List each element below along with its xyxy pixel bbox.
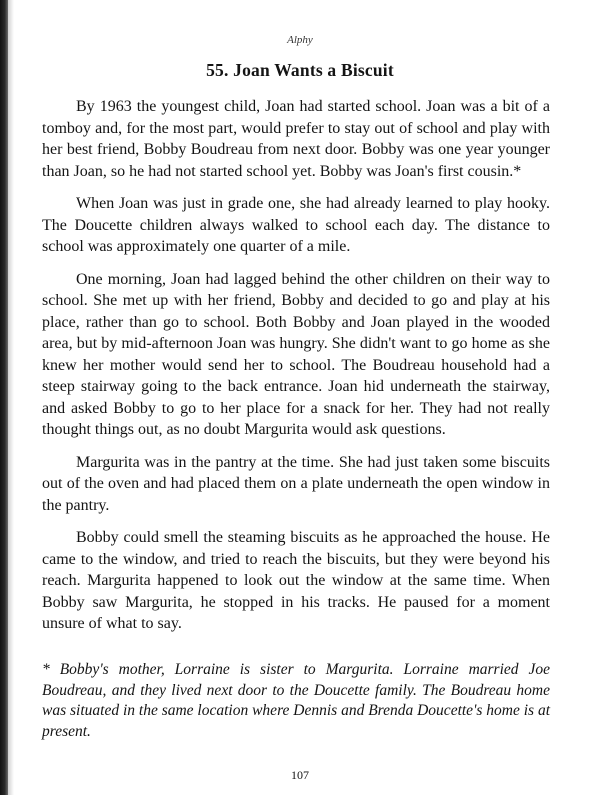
body-text [42,96,550,646]
paragraph-2: When Joan was just in grade one, she had already learned to play hooky. The Doucette children always walked to school each day. The distance to school was approximately one quarter of a mile. [42,195,550,255]
paragraph-1: By 1963 the youngest child, Joan had started school. Joan was a bit of a tomboy and, for the most part, would prefer to stay out of school and play with her best friend, Bobby Boudreau from next door. Bobby was one year younger than Joan, so he had not started school yet. Bobby was Joan's first cousin.* [42,98,550,180]
footnote-text: * Bobby's mother, Lorraine is sister to Margurita. Lorraine married Joe Boudreau, and they lived next door to the Doucette family. The Boudreau home was situated in the same location where Dennis and Brenda Doucette's home is at present. [42,661,551,740]
paragraph-4: Margurita was in the pantry at the time. She had just taken some biscuits out of the oven and had placed them on a plate underneath the open window in the pantry. [42,453,550,514]
book-binding-edge [0,0,8,795]
paragraph-5: Bobby could smell the steaming biscuits as he approached the house. He came to the window, and tried to reach the biscuits, but they were beyond his reach. Margurita happened to look out the window at the same time. When Bobby saw Margurita, he stopped in his tracks. He paused for a moment unsure of what to say. [42,529,550,632]
footnote [42,660,550,742]
binding-shadow [8,0,14,795]
paragraph-3: One morning, Joan had lagged behind the other children on their way to school. She met up with her friend, Bobby and decided to go and play at his place, rather than go to school. Both Bobby and Joan played in the wooded area, but by mid-afternoon Joan was hungry. She didn't want to go home as she knew her mother would send her to school. The Boudreau household had a steep stairway going to the back entrance. Joan hid underneath the stairway, and asked Bobby to go to her place for a snack for her. They had not really thought things out, as no doubt Margurita would ask questions. [42,270,550,438]
running-header-mark: Alphy [287,34,313,46]
chapter-title: 55. Joan Wants a Biscuit [206,60,394,80]
page-number: 107 [291,768,309,782]
